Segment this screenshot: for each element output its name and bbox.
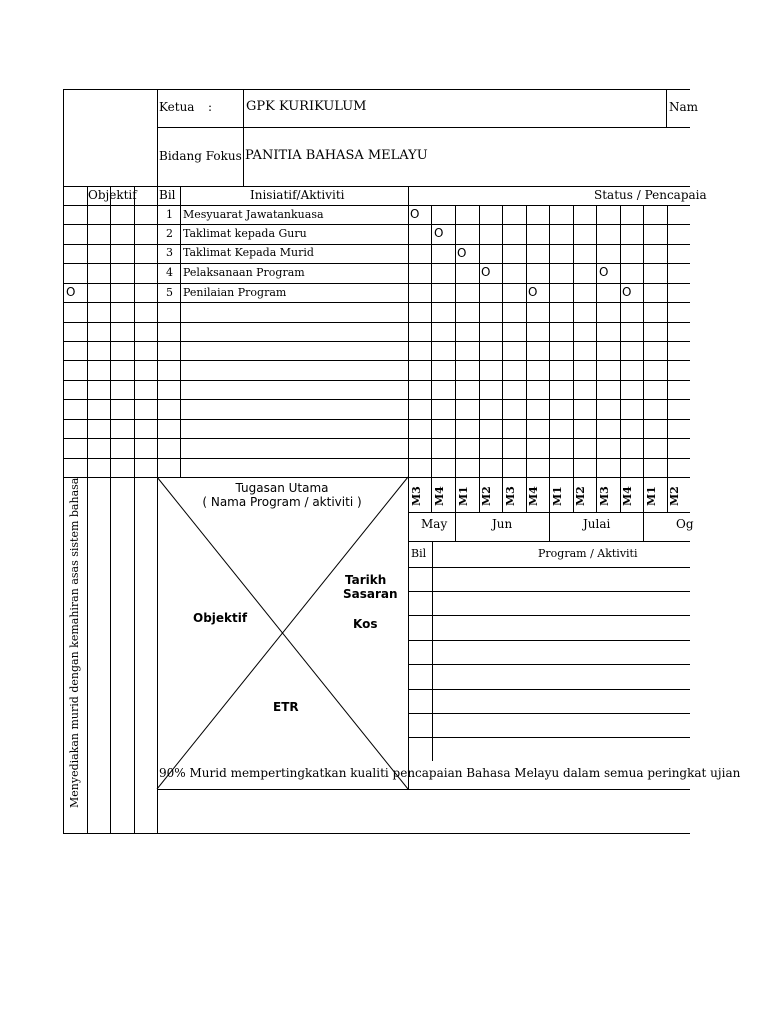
objektif-mark: O (66, 285, 76, 299)
aktiviti-header: Inisiatif/Aktiviti (250, 188, 345, 202)
etr-statement: 90% Murid mempertingkatkan kualiti pencapaian Bahasa Melayu dalam semua peringkat ujian (159, 766, 741, 780)
month-jun: Jun (492, 517, 513, 531)
status-mark: O (622, 285, 632, 299)
status-mark: O (410, 207, 420, 221)
week-label: M3 (504, 486, 517, 506)
status-header: Status / Pencapaia (594, 188, 707, 202)
month-og: Og (676, 517, 694, 531)
row-5-aktiviti: Penilaian Program (183, 286, 287, 299)
week-label: M4 (621, 486, 634, 506)
row-3-aktiviti: Taklimat Kepada Murid (183, 246, 314, 259)
row-3-bil: 3 (166, 246, 173, 259)
month-may: May (421, 517, 448, 531)
week-label: M2 (668, 486, 681, 506)
objektif-side-text: Menyediakan murid dengan kemahiran asas sistem bahasa (68, 477, 81, 808)
bil-header: Bil (159, 188, 176, 202)
week-label: M1 (457, 486, 470, 506)
status-mark: O (599, 265, 609, 279)
diagram-etr: ETR (273, 700, 299, 714)
week-label: M1 (551, 486, 564, 506)
week-label: M3 (598, 486, 611, 506)
status-mark: O (434, 226, 444, 240)
bidang-fokus-label: Bidang Fokus (159, 149, 242, 163)
row-5-bil: 5 (166, 286, 173, 299)
diagram-sasaran: Sasaran (343, 587, 398, 601)
status-mark: O (457, 246, 467, 260)
status-mark: O (481, 265, 491, 279)
week-label: M1 (645, 486, 658, 506)
row-2-bil: 2 (166, 227, 173, 240)
row-1-bil: 1 (166, 208, 173, 221)
week-label: M3 (410, 486, 423, 506)
diagram-subtitle: ( Nama Program / aktiviti ) (202, 495, 362, 509)
week-label: M4 (433, 486, 446, 506)
diagram-objektif: Objektif (193, 611, 248, 625)
row-2-aktiviti: Taklimat kepada Guru (183, 227, 307, 240)
week-label: M4 (527, 486, 540, 506)
week-label: M2 (574, 486, 587, 506)
program-aktiviti-header: Program / Aktiviti (538, 547, 638, 560)
diagram-title: Tugasan Utama (235, 481, 329, 495)
nama-label: Nam (669, 100, 699, 114)
row-4-bil: 4 (166, 266, 173, 279)
bidang-fokus-value: PANITIA BAHASA MELAYU (245, 148, 428, 163)
diagram-tarikh: Tarikh (345, 573, 387, 587)
status-mark: O (528, 285, 538, 299)
row-1-aktiviti: Mesyuarat Jawatankuasa (183, 208, 324, 221)
week-label: M2 (480, 486, 493, 506)
row-4-aktiviti: Pelaksanaan Program (183, 266, 305, 279)
month-julai: Julai (583, 517, 611, 531)
ketua-value: GPK KURIKULUM (246, 99, 367, 114)
objektif-header: Objektif (88, 188, 137, 202)
ketua-colon: : (208, 100, 213, 114)
ketua-label: Ketua (159, 100, 195, 114)
diagram-kos: Kos (353, 617, 378, 631)
program-bil-header: Bil (411, 547, 427, 560)
